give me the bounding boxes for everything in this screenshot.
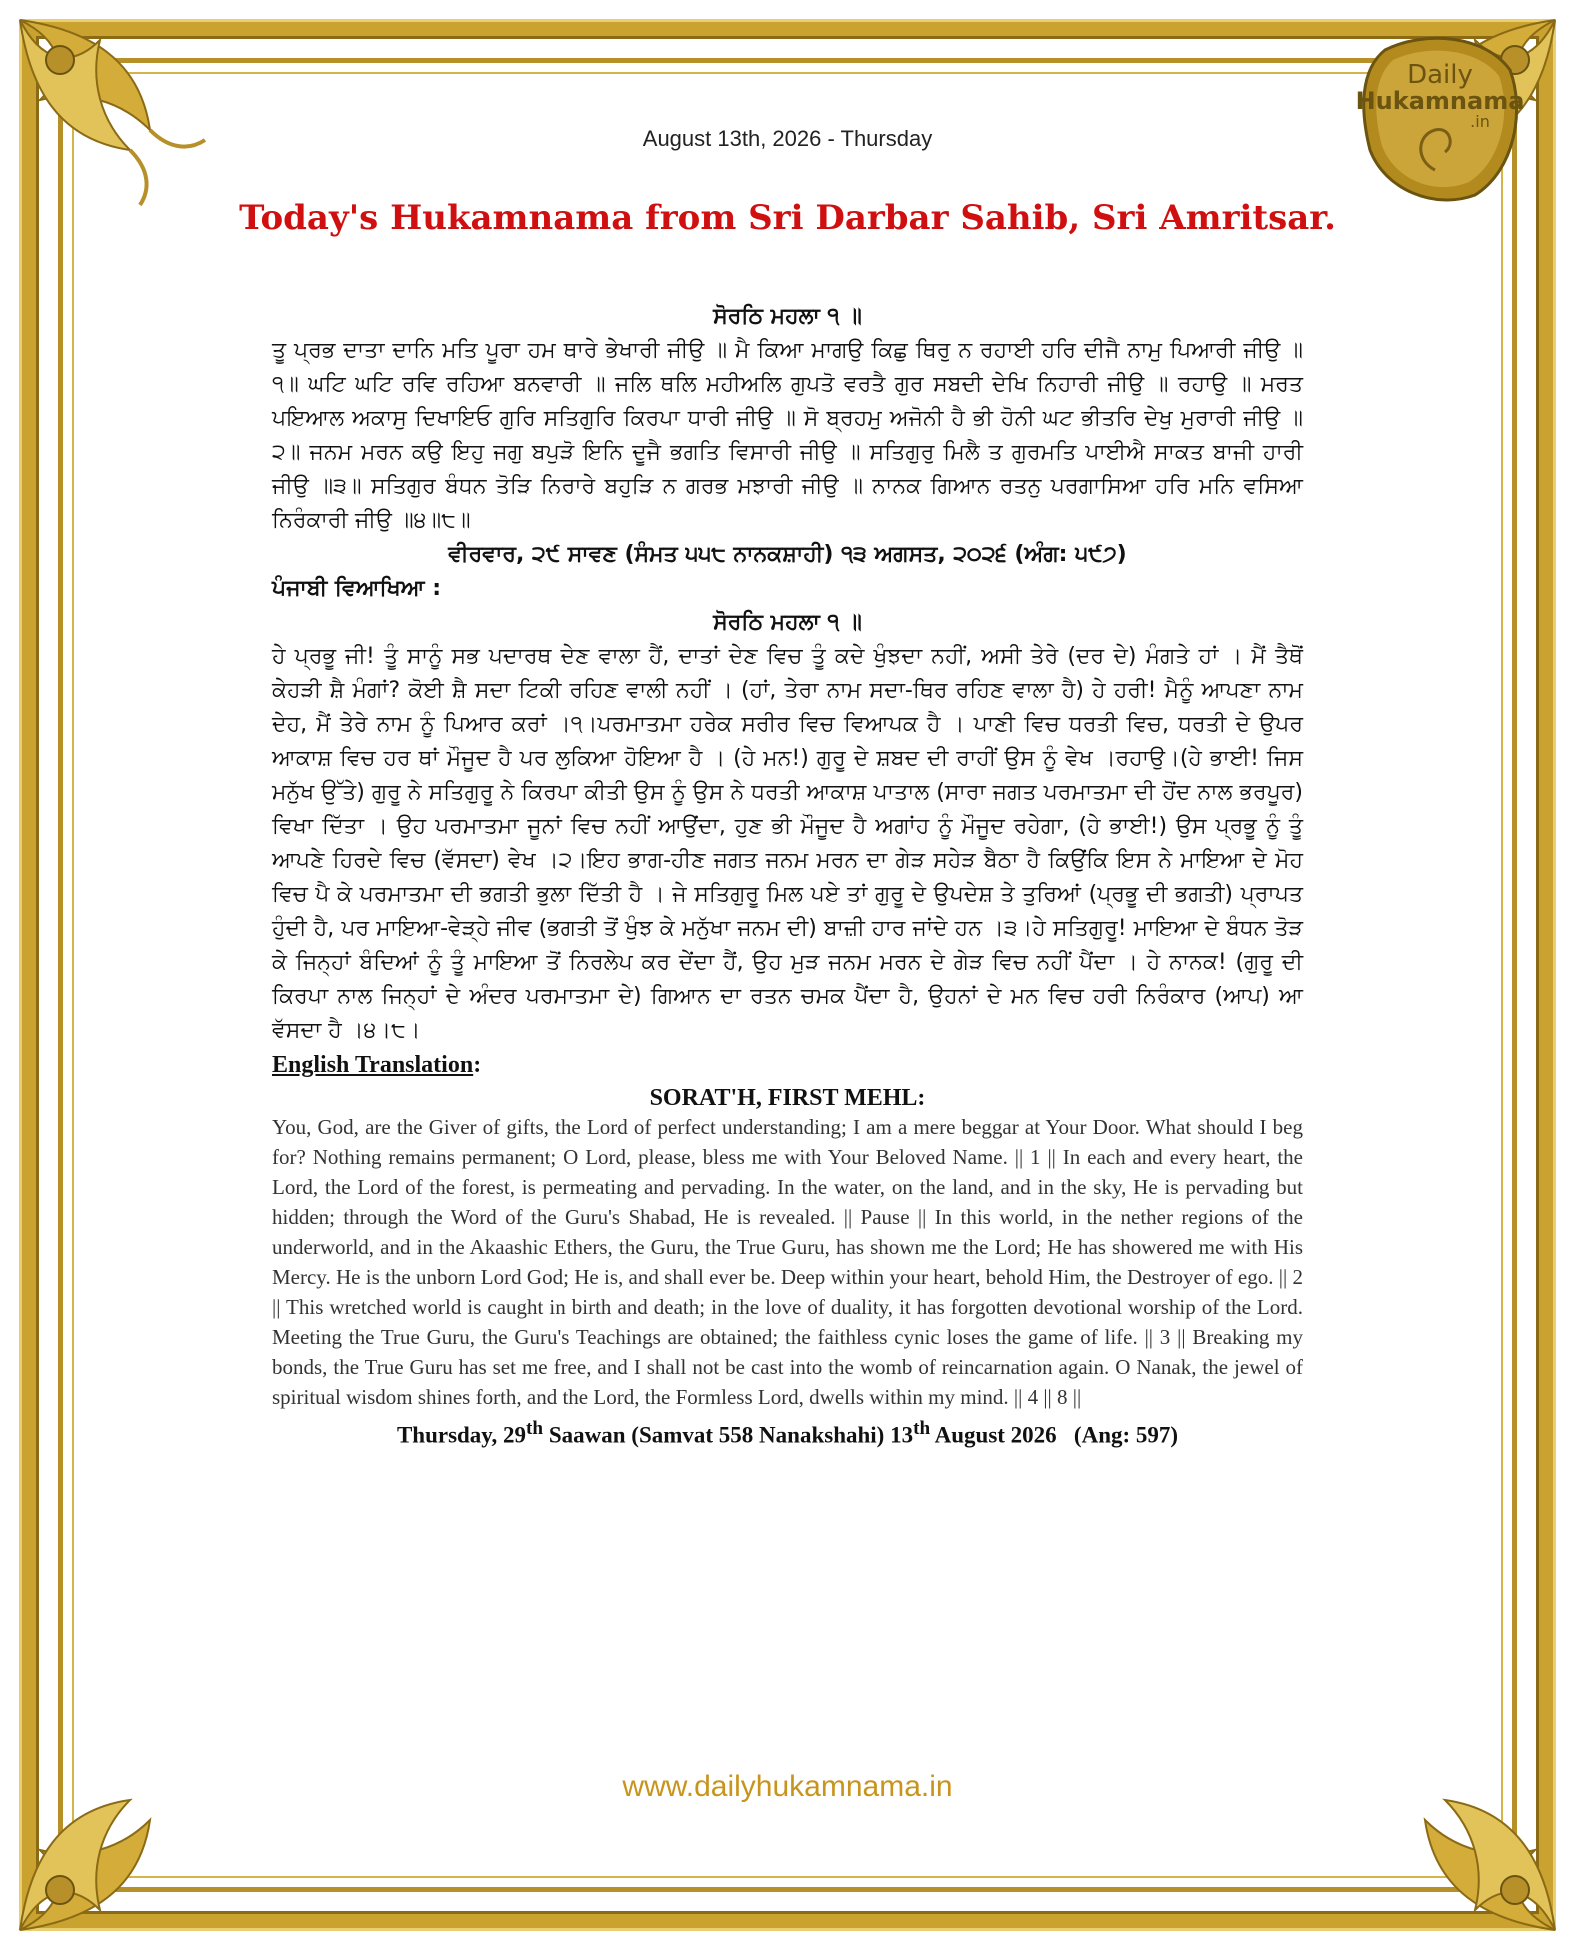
- seal-logo-text: [1355, 62, 1525, 131]
- date-line: August 13th, 2026 - Thursday: [642, 126, 933, 151]
- english-date-part1: Thursday, 29: [396, 1422, 527, 1448]
- english-label-row: [272, 1052, 1303, 1079]
- shabad-text: ਤੂ ਪ੍ਰਭ ਦਾਤਾ ਦਾਨਿ ਮਤਿ ਪੂਰਾ ਹਮ ਥਾਰੇ ਭੇਖਾਰੀ ਜੀਉ ॥ ਮੈ ਕਿਆ ਮਾਗਉ ਕਿਛੁ ਥਿਰੁ ਨ ਰਹਾਈ ਹਰਿ ਦੀਜੈ ਨਾਮੁ ਪਿਆਰੀ ਜੀਉ ॥੧॥ ਘਟਿ ਘਟਿ ਰਵਿ ਰਹਿਆ ਬਨਵਾਰੀ ॥ ਜਲਿ ਥਲਿ ਮਹੀਅਲਿ ਗੁਪਤੋ ਵਰਤੈ ਗੁਰ ਸਬਦੀ ਦੇਖਿ ਨਿਹਾਰੀ ਜੀਉ ॥ ਰਹਾਉ ॥ ਮਰਤ ਪਇਆਲ ਅਕਾਸੁ ਦਿਖਾਇਓ ਗੁਰਿ ਸਤਿਗੁਰਿ ਕਿਰਪਾ ਧਾਰੀ ਜੀਉ ॥ ਸੋ ਬ੍ਰਹਮੁ ਅਜੋਨੀ ਹੈ ਭੀ ਹੋਨੀ ਘਟ ਭੀਤਰਿ ਦੇਖੁ ਮੁਰਾਰੀ ਜੀਉ ॥੨॥ ਜਨਮ ਮਰਨ ਕਉ ਇਹੁ ਜਗੁ ਬਪੁੜੋ ਇਨਿ ਦੂਜੈ ਭਗਤਿ ਵਿਸਾਰੀ ਜੀਉ ॥ ਸਤਿਗੁਰੁ ਮਿਲੈ ਤ ਗੁਰਮਤਿ ਪਾਈਐ ਸਾਕਤ ਬਾਜੀ ਹਾਰੀ ਜੀਉ ॥੩॥ ਸਤਿਗੁਰ ਬੰਧਨ ਤੋੜਿ ਨਿਰਾਰੇ ਬਹੁੜਿ ਨ ਗਰਭ ਮਝਾਰੀ ਜੀਉ ॥ ਨਾਨਕ ਗਿਆਨ ਰਤਨੁ ਪਰਗਾਸਿਆ ਹਰਿ ਮਨਿ ਵਸਿਆ ਨਿਰੰਕਾਰੀ ਜੀਉ ॥੪॥੮॥: [272, 338, 1303, 533]
- punjabi-label: ਪੰਜਾਬੀ ਵਿਆਖਿਆ :: [272, 576, 442, 601]
- seal-line2: Hukamnama: [1355, 87, 1525, 116]
- english-label: English Translation: [272, 1052, 474, 1078]
- corner-ornament-icon: [1345, 1720, 1575, 1950]
- english-label-colon: :: [473, 1052, 482, 1078]
- seal-line1: Daily: [1407, 60, 1473, 90]
- punjabi-heading: ਸੋਰਠਿ ਮਹਲਾ ੧ ॥: [713, 610, 862, 635]
- english-heading: SORAT'H, FIRST MEHL:: [649, 1085, 926, 1111]
- punjabi-text: ਹੇ ਪ੍ਰਭੂ ਜੀ! ਤੂੰ ਸਾਨੂੰ ਸਭ ਪਦਾਰਥ ਦੇਣ ਵਾਲਾ ਹੈਂ, ਦਾਤਾਂ ਦੇਣ ਵਿਚ ਤੂੰ ਕਦੇ ਖੁੰਝਦਾ ਨਹੀਂ, ਅਸੀ ਤੇਰੇ (ਦਰ ਦੇ) ਮੰਗਤੇ ਹਾਂ । ਮੈਂ ਤੈਥੋਂ ਕੇਹੜੀ ਸ਼ੈ ਮੰਗਾਂ? ਕੋਈ ਸ਼ੈ ਸਦਾ ਟਿਕੀ ਰਹਿਣ ਵਾਲੀ ਨਹੀਂ । (ਹਾਂ, ਤੇਰਾ ਨਾਮ ਸਦਾ-ਥਿਰ ਰਹਿਣ ਵਾਲਾ ਹੈ) ਹੇ ਹਰੀ! ਮੈਨੂੰ ਆਪਣਾ ਨਾਮ ਦੇਹ, ਮੈਂ ਤੇਰੇ ਨਾਮ ਨੂੰ ਪਿਆਰ ਕਰਾਂ ।੧।ਪਰਮਾਤਮਾ ਹਰੇਕ ਸਰੀਰ ਵਿਚ ਵਿਆਪਕ ਹੈ । ਪਾਣੀ ਵਿਚ ਧਰਤੀ ਵਿਚ, ਧਰਤੀ ਦੇ ਉਪਰ ਆਕਾਸ਼ ਵਿਚ ਹਰ ਥਾਂ ਮੌਜੂਦ ਹੈ ਪਰ ਲੁਕਿਆ ਹੋਇਆ ਹੈ । (ਹੇ ਮਨ!) ਗੁਰੂ ਦੇ ਸ਼ਬਦ ਦੀ ਰਾਹੀਂ ਉਸ ਨੂੰ ਵੇਖ ।ਰਹਾਉ।(ਹੇ ਭਾਈ! ਜਿਸ ਮਨੁੱਖ ਉੱਤੇ) ਗੁਰੂ ਨੇ ਸਤਿਗੁਰੂ ਨੇ ਕਿਰਪਾ ਕੀਤੀ ਉਸ ਨੂੰ ਉਸ ਨੇ ਧਰਤੀ ਆਕਾਸ਼ ਪਾਤਾਲ (ਸਾਰਾ ਜਗਤ ਪਰਮਾਤਮਾ ਦੀ ਹੋਂਦ ਨਾਲ ਭਰਪੂਰ) ਵਿਖਾ ਦਿੱਤਾ । ਉਹ ਪਰਮਾਤਮਾ ਜੂਨਾਂ ਵਿਚ ਨਹੀਂ ਆਉਂਦਾ, ਹੁਣ ਭੀ ਮੌਜੂਦ ਹੈ ਅਗਾਂਹ ਨੂੰ ਮੌਜੂਦ ਰਹੇਗਾ, (ਹੇ ਭਾਈ!) ਉਸ ਪ੍ਰਭੂ ਨੂੰ ਤੂੰ ਆਪਣੇ ਹਿਰਦੇ ਵਿਚ (ਵੱਸਦਾ) ਵੇਖ ।੨।ਇਹ ਭਾਗ-ਹੀਣ ਜਗਤ ਜਨਮ ਮਰਨ ਦਾ ਗੇੜ ਸਹੇੜ ਬੈਠਾ ਹੈ ਕਿਉਂਕਿ ਇਸ ਨੇ ਮਾਇਆ ਦੇ ਮੋਹ ਵਿਚ ਪੈ ਕੇ ਪਰਮਾਤਮਾ ਦੀ ਭਗਤੀ ਭੁਲਾ ਦਿੱਤੀ ਹੈ । ਜੇ ਸਤਿਗੁਰੂ ਮਿਲ ਪਏ ਤਾਂ ਗੁਰੂ ਦੇ ਉਪਦੇਸ਼ ਤੇ ਤੁਰਿਆਂ (ਪ੍ਰਭੂ ਦੀ ਭਗਤੀ) ਪ੍ਰਾਪਤ ਹੁੰਦੀ ਹੈ, ਪਰ ਮਾਇਆ-ਵੇੜ੍ਹੇ ਜੀਵ (ਭਗਤੀ ਤੋਂ ਖੁੰਝ ਕੇ ਮਨੁੱਖਾ ਜਨਮ ਦੀ) ਬਾਜ਼ੀ ਹਾਰ ਜਾਂਦੇ ਹਨ ।੩।ਹੇ ਸਤਿਗੁਰੂ! ਮਾਇਆ ਦੇ ਬੰਧਨ ਤੋੜ ਕੇ ਜਿਨ੍ਹਾਂ ਬੰਦਿਆਂ ਨੂੰ ਤੂੰ ਮਾਇਆ ਤੋਂ ਨਿਰਲੇਪ ਕਰ ਦੇਂਦਾ ਹੈਂ, ਉਹ ਮੁੜ ਜਨਮ ਮਰਨ ਦੇ ਗੇੜ ਵਿਚ ਨਹੀਂ ਪੈਂਦਾ । ਹੇ ਨਾਨਕ! (ਗੁਰੂ ਦੀ ਕਿਰਪਾ ਨਾਲ ਜਿਨ੍ਹਾਂ ਦੇ ਅੰਦਰ ਪਰਮਾਤਮਾ ਦੇ) ਗਿਆਨ ਦਾ ਰਤਨ ਚਮਕ ਪੈਂਦਾ ਹੈ, ਉਹਨਾਂ ਦੇ ਮਨ ਵਿਚ ਹਰੀ ਨਿਰੰਕਾਰ (ਆਪ) ਆ ਵੱਸਦਾ ਹੈ ।੪।੮।: [272, 644, 1303, 1043]
- seal-line3: .in: [1470, 112, 1490, 132]
- english-date-part3: August 2026 (Ang: 597): [930, 1422, 1179, 1448]
- footer-website: www.dailyhukamnama.in: [622, 1770, 953, 1803]
- corner-ornament-icon: [0, 1720, 230, 1950]
- english-date-sup1: th: [526, 1418, 544, 1439]
- hukamnama-content: [272, 300, 1303, 1449]
- english-text: You, God, are the Giver of gifts, the Lord of perfect understanding; I am a mere beggar at Your Door. What should I beg for? Nothing remains permanent; O Lord, please, bless me with Your Beloved Name. || 1 || In each and every heart, the Lord, the Lord of the forest, is permeating and pervading. In the water, on the land, and in the sky, He is pervading but hidden; through the Word of the Guru's Shabad, He is revealed. || Pause || In this world, in the nether regions of the underworld, and in the Akaashic Ethers, the Guru, the True Guru, has shown me the Lord; He has showered me with His Mercy. He is the unborn Lord God; He is, and shall ever be. Deep within your heart, behold Him, the Destroyer of ego. || 2 || This wretched world is caught in birth and death; in the love of duality, it has forgotten devotional worship of the Lord. Meeting the True Guru, the Guru's Teachings are obtained; the faithless cynic loses the game of life. || 3 || Breaking my bonds, the True Guru has set me free, and I shall not be cast into the womb of reincarnation again. O Nanak, the jewel of spiritual wisdom shines forth, and the Lord, the Formless Lord, dwells within my mind. || 4 || 8 ||: [272, 1115, 1303, 1409]
- shabad-date: ਵੀਰਵਾਰ, ੨੯ ਸਾਵਣ (ਸੰਮਤ ੫੫੮ ਨਾਨਕਸ਼ਾਹੀ) ੧੩ ਅਗਸਤ, ੨੦੨੬ (ਅੰਗ: ੫੯੭): [448, 542, 1127, 567]
- english-date-sup2: th: [913, 1418, 931, 1439]
- page-title: Today's Hukamnama from Sri Darbar Sahib, Sri Amritsar.: [239, 198, 1336, 238]
- corner-ornament-icon: [0, 0, 230, 230]
- shabad-heading: ਸੋਰਠਿ ਮਹਲਾ ੧ ॥: [713, 304, 862, 329]
- english-date: [272, 1418, 1303, 1449]
- english-date-part2: Saawan (Samvat 558 Nanakshahi) 13: [543, 1422, 914, 1448]
